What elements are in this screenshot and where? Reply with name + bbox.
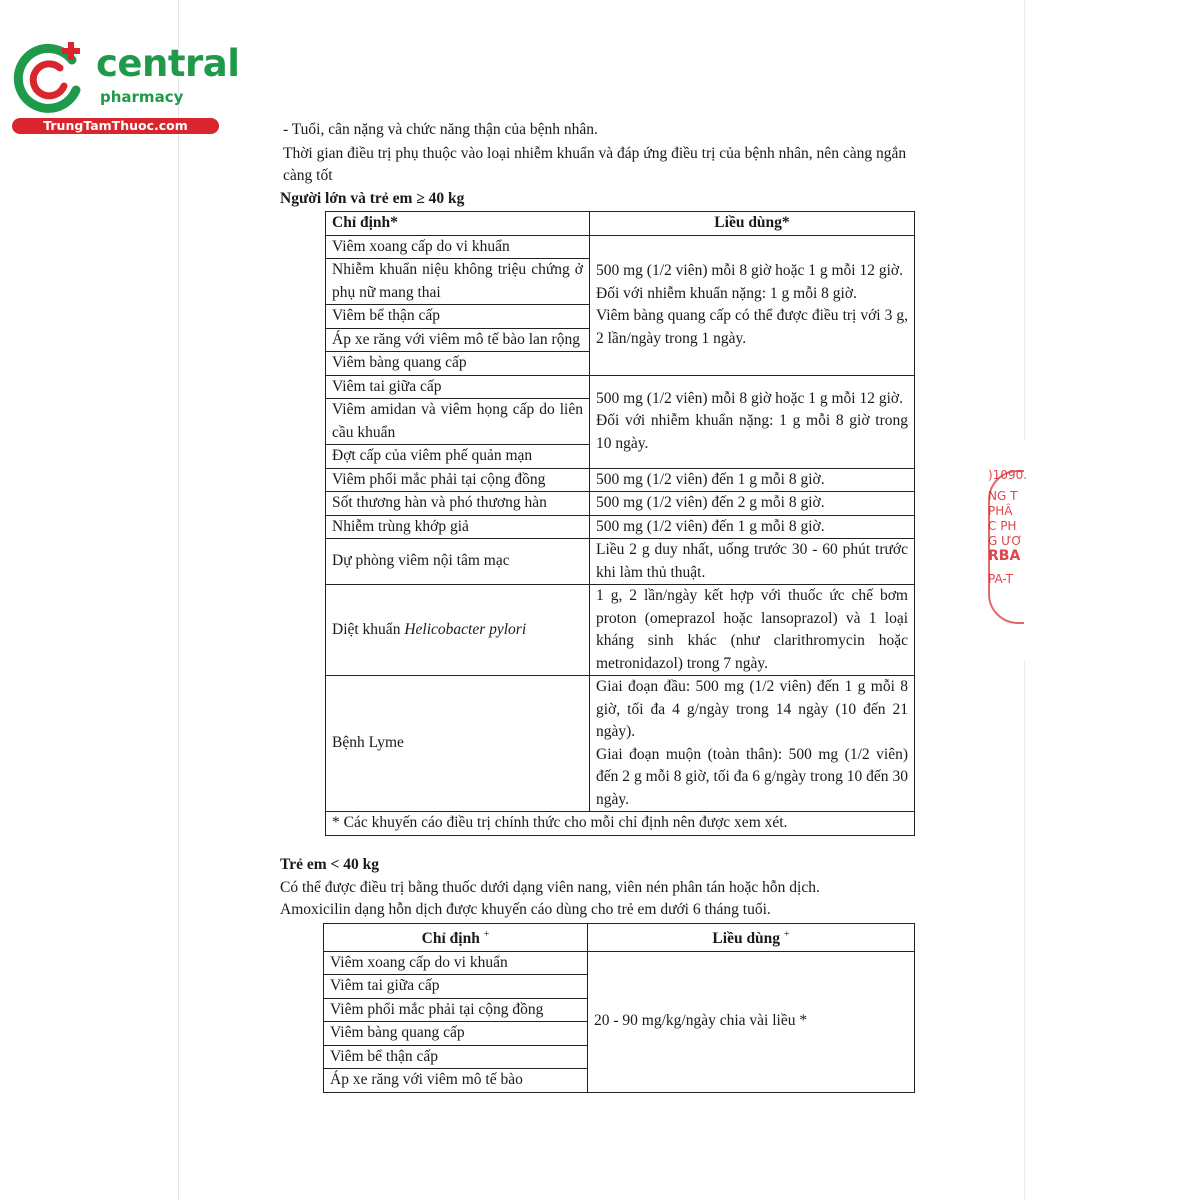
- column-header-dosage-label: Liều dùng: [712, 930, 781, 948]
- dosage-cell: 20 - 90 mg/kg/ngày chia vài liều *: [588, 951, 915, 1092]
- table-row: [326, 468, 915, 492]
- indication-cell: Bệnh Lyme: [326, 676, 590, 812]
- indication-cell: Nhiễm khuẩn niệu không triệu chứng ở phụ nữ mang thai: [326, 259, 590, 305]
- indication-cell: Viêm phổi mắc phải tại cộng đồng: [326, 468, 590, 492]
- logo-wordmark: central: [96, 42, 240, 85]
- table-row: [326, 539, 915, 585]
- table-row: [326, 235, 915, 259]
- dosage-cell: [590, 235, 915, 375]
- indication-cell: Viêm tai giữa cấp: [324, 975, 588, 999]
- table-header-row: [324, 924, 915, 952]
- indication-cell: Viêm bàng quang cấp: [324, 1022, 588, 1046]
- adult-section-heading: Người lớn và trẻ em ≥ 40 kg: [280, 190, 465, 207]
- child-section-heading: Trẻ em < 40 kg: [280, 856, 379, 873]
- logo-mark-icon: [10, 38, 90, 118]
- logo-subtitle: pharmacy: [100, 88, 184, 106]
- dosage-cell: [590, 676, 915, 812]
- stamp-line: G ƯƠ: [988, 534, 1023, 548]
- logo-website: TrungTamThuoc.com: [12, 118, 219, 134]
- stamp-line: NG T: [988, 489, 1018, 503]
- indication-cell: Áp xe răng với viêm mô tế bào: [324, 1069, 588, 1093]
- dosage-line: Đối với nhiễm khuẩn nặng: 1 g mỗi 8 giờ trong 10 ngày.: [596, 412, 908, 452]
- indication-prefix: Diệt khuẩn: [332, 620, 405, 638]
- dosage-cell: 1 g, 2 lần/ngày kết hợp với thuốc ức chế bơm proton (omeprazol hoặc lansoprazol) và 1 loại kháng sinh khác (như clarithromycin hoặc metronidazol) trong 7 ngày.: [590, 585, 915, 676]
- dosage-cell: 500 mg (1/2 viên) đến 1 g mỗi 8 giờ.: [590, 468, 915, 492]
- dosage-line: 500 mg (1/2 viên) mỗi 8 giờ hoặc 1 g mỗi 12 giờ.: [596, 389, 903, 407]
- stamp-line: PA-T: [988, 572, 1013, 586]
- table-footnote-row: [326, 812, 915, 836]
- dosage-line: Giai đoạn muộn (toàn thân): 500 mg (1/2 viên) đến 2 g mỗi 8 giờ, tối đa 6 g/ngày trong 10 đến 30 ngày.: [596, 745, 908, 808]
- column-header-dosage: Liều dùng*: [590, 212, 915, 236]
- stamp-line: C PH: [988, 519, 1017, 533]
- indication-cell: Sốt thương hàn và phó thương hàn: [326, 492, 590, 516]
- dosage-cell: 500 mg (1/2 viên) đến 2 g mỗi 8 giờ.: [590, 492, 915, 516]
- indication-cell: Viêm bể thận cấp: [324, 1045, 588, 1069]
- stamp-clip: [1024, 440, 1104, 660]
- column-header-indication-label: Chỉ định: [421, 930, 480, 948]
- table-row: [326, 676, 915, 812]
- red-stamp-fragment: [988, 468, 1028, 618]
- table-row: [326, 585, 915, 676]
- indication-cell: Dự phòng viêm nội tâm mạc: [326, 539, 590, 585]
- indication-cell: Viêm xoang cấp do vi khuẩn: [326, 235, 590, 259]
- stamp-line: )1090.: [988, 468, 1028, 482]
- indication-cell: Viêm tai giữa cấp: [326, 375, 590, 399]
- indication-cell: Viêm bàng quang cấp: [326, 352, 590, 376]
- dosage-line: Giai đoạn đầu: 500 mg (1/2 viên) đến 1 g mỗi 8 giờ, tối đa 4 g/ngày trong 14 ngày (10 đến 21 ngày).: [596, 678, 908, 740]
- indication-cell: Viêm amidan và viêm họng cấp do liên cầu khuẩn: [326, 399, 590, 445]
- indication-cell: Viêm phổi mắc phải tại cộng đồng: [324, 998, 588, 1022]
- table-row: [326, 515, 915, 539]
- child-dosage-table: [323, 923, 915, 1093]
- intro-line-3: càng tốt: [283, 167, 333, 184]
- column-header-indication: [324, 924, 588, 952]
- central-pharmacy-logo: [10, 38, 240, 138]
- superscript-mark: +: [783, 929, 790, 940]
- dosage-cell: [590, 375, 915, 468]
- superscript-mark: +: [483, 929, 490, 940]
- page-edge-left: [178, 0, 179, 1200]
- indication-italic: Helicobacter pylori: [404, 620, 527, 638]
- dosage-cell: 500 mg (1/2 viên) đến 1 g mỗi 8 giờ.: [590, 515, 915, 539]
- dosage-line: Đối với nhiễm khuẩn nặng: 1 g mỗi 8 giờ.: [596, 284, 857, 302]
- table-row: [326, 375, 915, 399]
- table-footnote: * Các khuyến cáo điều trị chính thức cho mỗi chỉ định nên được xem xét.: [326, 812, 915, 836]
- table-row: [326, 492, 915, 516]
- indication-cell: Viêm xoang cấp do vi khuẩn: [324, 951, 588, 975]
- adult-dosage-table: [325, 211, 915, 836]
- table-row: [324, 951, 915, 975]
- child-line-1: Có thể được điều trị bằng thuốc dưới dạng viên nang, viên nén phân tán hoặc hỗn dịch.: [280, 879, 820, 896]
- stamp-line: PHÂ: [988, 504, 1013, 518]
- intro-line-2: Thời gian điều trị phụ thuộc vào loại nhiễm khuẩn và đáp ứng điều trị của bệnh nhân, nên càng ngắn: [283, 145, 907, 162]
- indication-cell: Đợt cấp của viêm phế quản mạn: [326, 445, 590, 469]
- indication-cell: Viêm bể thận cấp: [326, 305, 590, 329]
- indication-cell: Nhiễm trùng khớp giả: [326, 515, 590, 539]
- stamp-line: RBA: [988, 548, 1021, 564]
- indication-cell: Áp xe răng với viêm mô tế bào lan rộng: [326, 328, 590, 352]
- intro-line-1: - Tuổi, cân nặng và chức năng thận của bệnh nhân.: [283, 121, 598, 138]
- table-header-row: [326, 212, 915, 236]
- column-header-indication: Chỉ định*: [326, 212, 590, 236]
- indication-cell: [326, 585, 590, 676]
- child-line-2: Amoxicilin dạng hỗn dịch được khuyến cáo dùng cho trẻ em dưới 6 tháng tuổi.: [280, 901, 771, 918]
- dosage-line: 500 mg (1/2 viên) mỗi 8 giờ hoặc 1 g mỗi 12 giờ.: [596, 262, 903, 279]
- dosage-cell: Liều 2 g duy nhất, uống trước 30 - 60 phút trước khi làm thủ thuật.: [590, 539, 915, 585]
- dosage-line: Viêm bàng quang cấp có thể được điều trị với 3 g, 2 lần/ngày trong 1 ngày.: [596, 307, 908, 347]
- column-header-dosage: [588, 924, 915, 952]
